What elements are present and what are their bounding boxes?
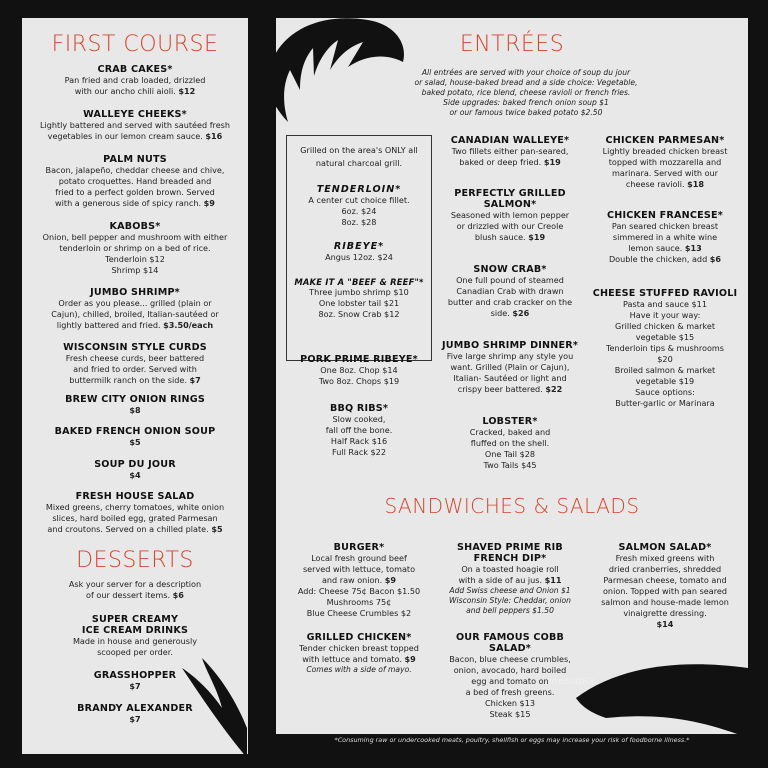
item-name: SOUP DU JOUR [94,459,176,470]
item-price-line: Half Rack $16 [330,436,388,446]
item-desc: salmon and house-made lemon [601,597,729,607]
item-desc: onion, avocado, hard boiled [453,665,567,675]
item-name: LOBSTER* [482,416,538,427]
item-name: ICE CREAM DRINKS [81,625,189,636]
menu-item-onion-rings [22,394,248,416]
item-desc: One full pound of steamed [456,275,564,285]
foodborne-illness-footnote: *Consuming raw or undercooked meats, poultry, shellfish or eggs may increase your risk of foodborne illness.* [334,736,690,744]
item-price-line: Shrimp $14 [111,265,159,275]
item-desc: marinara. Served with our [611,168,719,178]
menu-item-wisconsin-curds [22,342,248,386]
item-name: OUR FAMOUS COBB [455,632,565,643]
item-desc: and fried to order. Served with [73,364,197,374]
item-name: GRASSHOPPER [93,670,177,681]
item-desc: Pan fried and crab loaded, drizzled [64,75,206,85]
item-desc: On a toasted hoagie roll [461,564,559,574]
right-menu-panel [276,18,748,734]
menu-item-crab-cakes [22,64,248,97]
item-name: PORK PRIME RIBEYE* [300,354,418,365]
item-price: $6 [709,254,722,264]
menu-item-chicken-francese [586,210,744,265]
item-desc: Cajun), chilled, broiled, Italian-sautéed or [51,309,219,319]
menu-item-cheese-ravioli [586,288,744,409]
item-name: FRENCH DIP* [473,553,547,564]
item-name: KABOBS* [109,221,161,232]
item-desc: onion. Topped with pan seared [602,586,727,596]
menu-item-brandy-alexander [22,703,248,725]
item-desc: served with lettuce, tomato [302,564,416,574]
left-menu-panel [22,18,248,754]
item-desc: Made in house and generously [72,636,198,646]
item-price-line: Three jumbo shrimp $10 [309,287,409,297]
item-desc: with our ancho chili aioli. [74,86,176,96]
item-price-line: Two Tails $45 [483,460,537,470]
item-desc: potato croquettes. Hand breaded and [58,176,212,186]
item-price: $19 [528,232,546,242]
intro-line: Side upgrades: baked french onion soup $1 [443,98,609,107]
item-desc: simmered in a white wine [612,232,718,242]
item-desc: Pan seared chicken breast [611,221,719,231]
item-desc: lemon sauce. [628,243,683,253]
item-desc: Grilled on the area's ONLY all [300,145,418,155]
item-desc: Five large shrimp any style you [446,351,574,361]
item-price: $16 [205,131,223,141]
item-name: JUMBO SHRIMP DINNER* [441,340,579,351]
item-price-line: One Tail $28 [484,449,536,459]
item-price: $7 [129,714,141,724]
menu-item-walleye-cheeks [22,109,248,142]
menu-item-canadian-walleye [434,135,586,168]
item-name: BAKED FRENCH ONION SOUP [54,426,216,437]
tenderloin-name: TENDERLOIN* [316,184,402,195]
item-price: $11 [544,575,562,585]
item-name: BRANDY ALEXANDER [77,703,193,714]
item-price-line: Chicken $13 [484,698,535,708]
watermark: menupix [548,676,596,687]
item-name: SALAD* [488,643,532,654]
item-price: $19 [543,157,561,167]
item-desc: Bacon, blue cheese crumbles, [449,654,571,664]
menu-item-grilled-chicken [286,632,432,675]
item-note: and bell peppers $1.50 [466,606,554,615]
intro-line: or salad, house-baked bread and a side choice: Vegetable, [414,78,638,87]
charcoal-grill-box [286,135,432,361]
item-desc: baked or deep fried. [459,157,542,167]
item-desc: fluffed on the shell. [470,438,550,448]
item-note: Wisconsin Style: Cheddar, onion [449,596,571,605]
item-desc: natural charcoal grill. [315,158,403,168]
item-price: $3.50/each [163,320,214,330]
item-desc: Add: Cheese 75¢ Bacon $1.50 [297,586,421,596]
item-desc: Tender chicken breast topped [299,643,419,653]
item-note: Comes with a side of mayo. [306,665,412,674]
menu-item-kabobs [22,221,248,276]
item-price-line: 8oz. Snow Crab $12 [318,309,400,319]
entrees-title: ENTRÉES [459,32,565,57]
ribeye-name: RIBEYE* [333,241,385,252]
item-desc: Mixed greens, cherry tomatoes, white onion [45,502,225,512]
item-desc: Broiled salmon & market [614,365,716,375]
item-price-line: Steak $15 [489,709,531,719]
item-desc: want. Grilled (Plain or Cajun), [450,362,570,372]
item-name: SALMON* [483,199,537,210]
item-desc: dried cranberries, shredded [608,564,722,574]
item-price: $22 [545,384,563,394]
menu-item-grilled-salmon [434,188,586,243]
item-desc: Bacon, jalapeño, cheddar cheese and chive, [45,165,225,175]
item-desc: Grilled chicken & market [614,321,715,331]
item-desc: a bed of fresh greens. [465,687,555,697]
item-price-line: Tenderloin $12 [105,254,165,264]
item-desc: Lightly battered and served with sautéed fresh [39,120,231,130]
menu-item-lobster [434,416,586,471]
item-desc: $20 [657,354,673,364]
item-desc: vegetables in our lemon cream sauce. [47,131,203,141]
item-desc: Fresh mixed greens with [615,553,715,563]
item-desc: buttermilk ranch on the side. [69,375,187,385]
item-desc: of our dessert items. [86,590,171,600]
item-name: JUMBO SHRIMP* [90,287,180,298]
item-price: $14 [656,619,674,629]
item-desc: Ask your server for a description [68,579,202,589]
item-name: SUPER CREAMY [91,614,179,625]
item-desc: Blue Cheese Crumbles $2 [306,608,412,618]
item-price: $13 [684,243,702,253]
item-desc: Local fresh ground beef [311,553,407,563]
item-price: $7 [129,681,141,691]
item-desc: cheese ravioli. [625,179,685,189]
item-desc: butter and crab cracker on the [447,297,573,307]
item-price: $12 [178,86,196,96]
menu-item-ice-cream-drinks [22,614,248,658]
item-desc: with lettuce and tomato. [302,654,402,664]
menu-item-burger [286,542,432,619]
item-desc: Double the chicken, add [608,254,708,264]
menu-item-snow-crab [434,264,586,319]
item-desc: Angus 12oz. $24 [325,252,393,262]
sandwiches-title: SANDWICHES & SALADS [384,494,640,518]
item-name: BBQ RIBS* [329,403,389,414]
item-name: CHICKEN FRANCESE* [607,210,723,221]
item-price-line: Two 8oz. Chops $19 [318,376,400,386]
item-desc: and raw onion. [321,575,383,585]
item-price-line: One lobster tail $21 [318,298,400,308]
menu-item-french-dip [434,542,586,616]
intro-line: baked potato, rice blend, cheese ravioli or french fries. [421,88,631,97]
item-price: $9 [384,575,397,585]
item-name: SNOW CRAB* [473,264,547,275]
item-desc: Italian- Sautéed or light and [453,373,567,383]
item-desc: fall off the bone. [325,425,393,435]
item-desc: Have it your way: [629,310,701,320]
first-course-title: FIRST COURSE [51,32,219,57]
item-name: BREW CITY ONION RINGS [65,394,205,405]
menu-item-jumbo-shrimp [22,287,248,331]
item-price: $5 [129,437,141,447]
menu-item-bbq-ribs [286,403,432,458]
menu-item-chicken-parmesan [586,135,744,190]
item-price-line: Full Rack $22 [332,447,386,457]
menu-item-jumbo-shrimp-dinner [426,340,594,395]
item-desc: Seasoned with lemon pepper [450,210,570,220]
item-name: BURGER* [333,542,385,553]
item-name: CHICKEN PARMESAN* [605,135,725,146]
item-note: Add Swiss cheese and Onion $1 [449,586,571,595]
item-desc: Two fillets either pan-seared, [451,146,569,156]
item-desc: Mushrooms 75¢ [326,597,392,607]
menu-item-grasshopper [22,670,248,692]
item-desc: fried to a perfect golden brown. Served [55,187,215,197]
item-name: SHAVED PRIME RIB [457,542,563,553]
item-price: $7 [189,375,201,385]
item-desc: Lightly breaded chicken breast [602,146,728,156]
item-price: $26 [512,308,530,318]
item-desc: vegetable $19 [635,376,695,386]
item-desc: Onion, bell pepper and mushroom with either [42,232,228,242]
item-price: $6 [172,590,184,600]
item-desc: Sauce options: [635,387,695,397]
item-desc: with a generous side of spicy ranch. [55,198,202,208]
item-name: WISCONSIN STYLE CURDS [63,342,207,353]
item-name: PALM NUTS [103,154,167,165]
intro-line: or our famous twice baked potato $2.50 [449,108,603,117]
item-name: SALMON SALAD* [618,542,712,553]
item-desc: side. [490,308,510,318]
menu-item-pork-ribeye [286,354,432,387]
menu-item-house-salad [22,491,248,535]
menu-item-french-onion-soup [22,426,248,448]
item-name: PERFECTLY GRILLED [454,188,566,199]
item-desc: Tenderloin tips & mushrooms [605,343,725,353]
item-desc: Butter-garlic or Marinara [615,398,715,408]
item-price-line: 8oz. $28 [341,217,377,227]
item-desc: A center cut choice fillet. [308,195,410,205]
item-price: $9 [203,198,215,208]
item-price: $18 [687,179,705,189]
menu-item-soup-du-jour [22,459,248,481]
item-desc: or drizzled with our Creole [456,221,564,231]
menu-item-salmon-salad [586,542,744,630]
item-desc: Cracked, baked and [469,427,551,437]
desserts-title: DESSERTS [76,548,194,573]
item-desc: Order as you please... grilled (plain or [58,298,212,308]
banana-leaf-decoration [576,658,748,734]
item-name: CRAB CAKES* [97,64,173,75]
item-desc: topped with mozzarella and [608,157,722,167]
desserts-intro [22,579,248,601]
item-name: FRESH HOUSE SALAD [75,491,195,502]
item-price: $8 [129,405,141,415]
item-price: $4 [129,470,141,480]
item-price: $5 [211,524,223,534]
item-desc: with a side of au jus. [458,575,543,585]
item-desc: Canadian Crab with drawn [456,286,564,296]
item-desc: and croutons. Served on a chilled plate. [47,524,209,534]
entrees-intro [376,68,676,118]
item-desc: blush sauce. [474,232,526,242]
item-desc: lightly battered and fried. [56,320,161,330]
item-name: GRILLED CHICKEN* [306,632,412,643]
item-desc: scooped per order. [97,647,173,657]
item-price-line: 6oz. $24 [341,206,377,216]
item-desc: Slow cooked, [332,414,386,424]
item-desc: egg and tomato on [471,676,549,686]
intro-line: All entrées are served with your choice of soup du jour [421,68,631,77]
item-desc: Fresh cheese curds, beer battered [65,353,205,363]
item-desc: slices, hard boiled egg, grated Parmesan [52,513,218,523]
item-price: $9 [404,654,416,664]
item-desc: Pasta and sauce $11 [623,299,707,309]
menu-item-palm-nuts [22,154,248,209]
item-price-line: One 8oz. Chop $14 [320,365,398,375]
item-name: CANADIAN WALLEYE* [450,135,570,146]
item-desc: crispy beer battered. [457,384,543,394]
item-desc: vinaigrette dressing. [623,608,707,618]
item-name: WALLEYE CHEEKS* [83,109,187,120]
item-desc: vegetable $15 [635,332,695,342]
beef-reef-name: MAKE IT A "BEEF & REEF"* [294,277,424,287]
item-desc: tenderloin or shrimp on a bed of rice. [59,243,211,253]
item-name: CHEESE STUFFED RAVIOLI [592,288,738,299]
item-desc: Parmesan cheese, tomato and [603,575,727,585]
